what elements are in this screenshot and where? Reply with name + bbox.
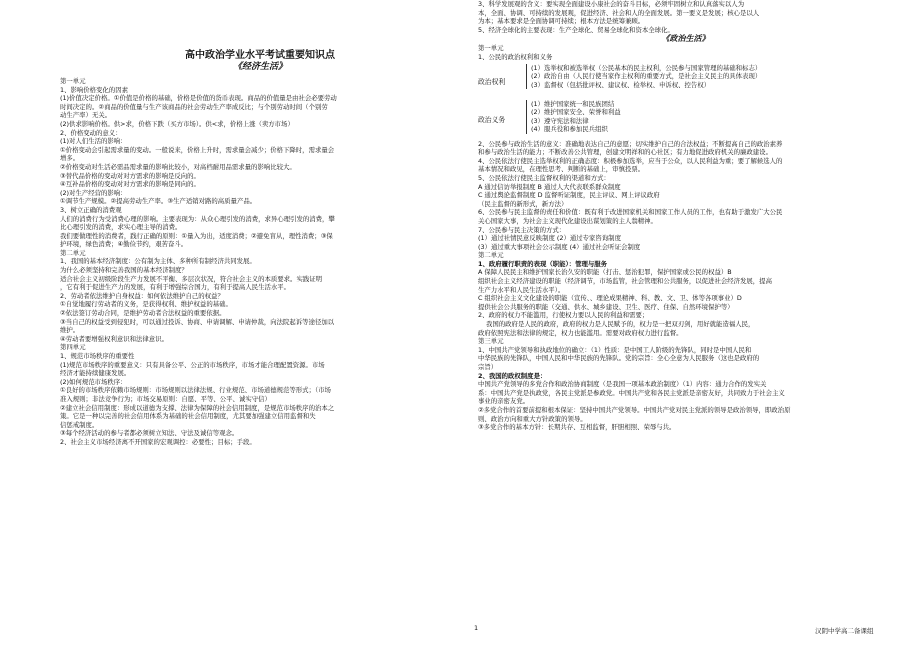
- text-line: (3）监督权（包括批评权、建议权、检举权、申诉权、控告权）: [531, 80, 711, 89]
- text-line: (2)对生产经营的影响：: [60, 188, 127, 197]
- page-number: 1: [474, 624, 479, 632]
- text-line: 我们要做理性的消费者，践行正确的原则：①量入为出，适度消费；②避免盲从，理性消费；③保: [60, 231, 333, 240]
- text-line: (2）政治自由（人民行使当家作主权利的重要方式，是社会主义民主的具体表现）: [531, 72, 762, 81]
- text-line: 2、我国的政权制度是：: [478, 371, 547, 380]
- text-line: C 组织社会主义文化建设的职能（宣传、、理论成果精神、科、教、文、卫、体等各项事业）D: [478, 294, 742, 303]
- text-line: 1、规范市场秩序的重要性: [60, 352, 135, 360]
- text-line: 适合社会主义初级阶段生产力发展不平衡、多层次状况，符合社会主义的本质要求。实践证明: [60, 274, 323, 283]
- text-line: (2)如何规范市场秩序：: [60, 377, 127, 386]
- text-line: 维护。: [60, 326, 80, 335]
- text-line: ②依法签订劳动合同，是维护劳动者合法权益的重要依据。: [60, 309, 226, 318]
- text-line: 中华民族的先锋队，中国人民和中华民族的先锋队。党的宗旨：全心全意为人民服务（这也是政府的: [478, 354, 760, 363]
- text-line: 比心理引发的消费，求实心理主导的消费。: [60, 223, 182, 232]
- economics-content: [60, 77, 460, 447]
- text-line: 增多。: [60, 154, 80, 163]
- text-line: 5、公民依法行使民主监督权利的渠道和方式：: [478, 173, 610, 182]
- footer-text: 汉阴中学高二备课组: [815, 627, 874, 635]
- text-line: 宗旨）: [478, 363, 498, 371]
- text-line: 策。它是一种以完善的社会信用体系为基础的社会信用制度，尤其要加强建立信用监督和失: [60, 412, 316, 421]
- text-line: ，它有利于促进生产力的发展，有利于增强综合国力，有利于提高人民生活水平。: [60, 283, 291, 292]
- political-rights-list: [526, 64, 761, 90]
- text-line: 组织社会主义经济建设的职能（经济调节，市场监管，社会管理和公共服务，以促进社会经济发展，提高: [478, 277, 772, 286]
- unit-heading: 第二单元: [60, 248, 86, 257]
- text-line: 基本情况和政见，在理性思考、判断的基础上，审慎投票。: [478, 165, 645, 174]
- text-line: 5、经济全球化的主要表现：生产全球化、贸易全球化和资本全球化。: [478, 25, 674, 34]
- text-line: 我国的政府是人民的政府，政府的权力是人民赋予的，权力是一把双刃剑，用好就能造福人民，: [486, 320, 755, 329]
- text-line: (1）选举权和被选举权（公民基本的民主权利，公民参与国家管理的基础和标志）: [531, 63, 762, 72]
- politics-section-title: 《政治生活》: [661, 34, 710, 44]
- text-line: (1)规范市场秩序的重要意义：只有具备公平、公正的市场秩序，市场才能合理配置资源。市场: [60, 360, 325, 369]
- text-line: 政府依照宪法和法律的规定，权力也能滥用。需要对政府权力进行监督。: [478, 328, 683, 337]
- text-line: ①自觉地履行劳动者的义务，是获得权利、维护权益的基础。: [60, 300, 232, 309]
- text-line: 3、科学发展观的含义：要实现全面建设小康社会的奋斗目标，必须牢固树立和认真落实以人为: [478, 0, 745, 8]
- text-line: 信惩戒制度。: [60, 420, 99, 429]
- political-rights-group: [478, 64, 893, 98]
- politics-unit-heading: [478, 44, 893, 61]
- unit-heading: 第三单元: [478, 337, 504, 346]
- text-line: 本，全面、协调、可持续的发展观，促进经济、社会和人的全面发展。第一要义是发展；核心是以人: [478, 8, 760, 17]
- text-line: 时间决定的。②商品的价值量与生产该商品的社会劳动生产率成反比；与个别劳动时间（个别劳: [60, 102, 328, 111]
- text-line: 1、我国的基本经济制度：公有制为主体、多种所有制经济共同发展。: [60, 257, 256, 266]
- political-duties-label: 政治义务: [478, 115, 506, 124]
- text-line: (1）通过社情民意反映制度 (2）通过专家咨询制度: [478, 234, 621, 243]
- text-line: 7、公民参与民主决策的方式：: [478, 225, 566, 234]
- right-column: [478, 0, 893, 650]
- text-line: 生产力水平和人民生活水平）。: [478, 285, 565, 294]
- text-line: 2、政府的权力不能滥用，行使权力要以人民的利益和需要；: [478, 311, 649, 320]
- text-line: 3、树立正确的消费观: [60, 205, 122, 214]
- text-line: 和参与政治生活的能力；不断改善公共管理，创建文明祥和的心社区；有力地促进政府机关的廉政建设。: [478, 148, 772, 157]
- text-line: A 通过信访举报制度 B 通过人大代表联系群众制度: [478, 182, 621, 191]
- text-line: 中国共产党领导的多党合作和政治协商制度（是我国一项基本政治制度）（1）内容：通力合作的发实关: [478, 380, 767, 389]
- text-line: 4、公民依法行使民主选举权利的正确态度：积极参加选举，应当于公众，以人民利益为重；要了解候选人的: [478, 156, 783, 165]
- text-line: 2、劳动者依法维护自身权益：如何依法维护自己的权益？: [60, 291, 224, 300]
- political-duties-group: [478, 100, 893, 138]
- text-line: ①调节生产规模。②提高劳动生产率。③生产适销对路的高质量产品。: [60, 197, 257, 206]
- unit-heading: 第四单元: [60, 343, 86, 352]
- text-line: (2)供求影响价格。供>求，价格下跌（买方市场）。供<求，价格上涨（卖方市场）: [60, 119, 294, 128]
- text-line: A 保障人民民主和维护国家长治久安的职能（打击、惩治犯罪，保护国家或公民的权益）B: [478, 268, 732, 277]
- unit-heading: 第一单元: [60, 77, 86, 85]
- text-line: 事业的亲密友党。: [478, 397, 530, 406]
- text-line: 准入规则；非法竞争行为；市场交易原则：自愿、平等、公平、诚实守信）: [60, 394, 271, 403]
- text-line: 6、公民参与民主监督的责任和价值：既有利于改进国家机关和国家工作人员的工作，也有助于激发广大公民: [478, 208, 783, 217]
- political-rights-label: 政治权利: [478, 77, 506, 86]
- text-line: 经济才能持续健康发展。: [60, 369, 131, 378]
- text-line: 为本；基本要求是全面协调可持续；根本方法是统筹兼顾。: [478, 17, 645, 26]
- text-line: C 通过舆论监督制度 D 监督听证制度，民主评议、网上评议政府: [478, 191, 660, 200]
- text-line: (1)对人们生活的影响：: [60, 137, 127, 146]
- text-line: (4）服兵役和参加民兵组织: [531, 125, 608, 134]
- political-duties-list: [526, 100, 621, 134]
- text-line: 1、政府履行职责的表现（职能）：管理与服务: [478, 259, 608, 268]
- text-line: 动生产率）无关。: [60, 111, 112, 120]
- text-line: 护环境，绿色消费；④勤俭节约，艰苦奋斗。: [60, 240, 188, 249]
- text-line: (1)价值决定价格。①价值是价格的基础，价格是价值的货币表现。商品的价值量是由社会必要劳动: [60, 94, 337, 103]
- text-line: 1、影响价格变化的因素: [60, 85, 128, 94]
- text-line: 1、中国共产党领导和执政地位的确立：（1）性质：是中国工人阶级的先锋队，同时是中国人民和: [478, 345, 752, 354]
- text-line: 为什么必须坚持和完善我国的基本经济制度？: [60, 266, 188, 275]
- text-line: ③每个经济活动的参与者都必须树立知法、守法及诚信等观念。: [60, 429, 239, 438]
- text-line: ①价格变动会引起需求量的变动。一般说来，价格上升时，需求量会减少；价格下降时，需求量会: [60, 145, 335, 154]
- text-line: ④互补品价格的变动对对方需求的影响是同向的。: [60, 180, 200, 189]
- text-line: 则、政治方向和重大方针政策的领导。: [478, 414, 587, 423]
- text-line: 2、社会主义市场经济离不开国家的宏观调控：必要性；目标；手段。: [60, 437, 256, 446]
- unit-heading: 第二单元: [478, 251, 504, 260]
- text-line: (1）维护国家统一和民族团结: [531, 99, 615, 108]
- text-line: ④劳动者要增强权利意识和法律意识。: [60, 334, 168, 343]
- text-line: 1、公民的政治权利和义务: [478, 52, 553, 61]
- text-line: ①良好的市场秩序依赖市场规则：市场规则以法律法规、行业规范、市场道德规范等形式；（市场: [60, 386, 331, 395]
- document-title: 高中政治学业水平考试重要知识点: [185, 50, 335, 61]
- text-line: ③当自己的权益受到侵犯时，可以通过投诉、协商、申请调解、申请仲裁，向法院起诉等途径加以: [60, 317, 335, 326]
- left-column: [60, 0, 460, 650]
- politics-content: [478, 140, 893, 432]
- economics-section-title: 《经济生活》: [232, 62, 287, 72]
- text-line: 提供社会公共服务的职能（交通、供水、城乡建设、卫生、医疗、住保、自然环境保护等）: [478, 302, 734, 311]
- text-line: (3）遵守宪法和法律: [531, 116, 589, 125]
- text-line: 2、公民参与政治生活的意义：准确地表达自己的意愿；切实维护自己的合法权益；不断提高自己的政治素养: [478, 139, 783, 148]
- text-line: ③多党合作的基本方针：长期共存、互相监督，肝胆相照、荣辱与共。: [478, 423, 676, 432]
- text-line: ②多党合作的首要前提和根本保证：坚持中国共产党领导。中国共产党对民主党派的领导是政治领导，即政治原: [478, 405, 791, 414]
- text-line: 人们的消费行为受消费心理的影响。主要表现为：从众心理引发的消费，求异心理引发的消费，攀: [60, 214, 335, 223]
- text-line: ③替代品价格的变动对对方需求的影响是反向的。: [60, 171, 200, 180]
- text-line: （民主监督的新形式，新方法）: [478, 199, 568, 208]
- text-line: 关心国家大事，为社会主义现代化建设出谋划策的主人翁精神。: [478, 216, 657, 225]
- text-line: ②价格变动对生活必需品需求量的影响比较小，对高档耐用品需求量的影响比较大。: [60, 162, 296, 171]
- text-line: (2）维护国家安全、荣誉和利益: [531, 108, 621, 117]
- text-line: ②建立社会信用制度：形成以道德为支撑、法律为保障的社会信用制度，是规范市场秩序的治本之: [60, 403, 335, 412]
- unit-heading: 第一单元: [478, 44, 504, 53]
- text-line: (3）通过重大事项社会公示制度 (4）通过社会听证会制度: [478, 242, 641, 251]
- text-line: 系：中国共产党是执政党，各民主党派是参政党。中国共产党和各民主党派是亲密友好，共同致力于社会主义: [478, 388, 785, 397]
- economics-content-continued: [478, 0, 893, 34]
- text-line: 2、价格变动的意义：: [60, 128, 122, 137]
